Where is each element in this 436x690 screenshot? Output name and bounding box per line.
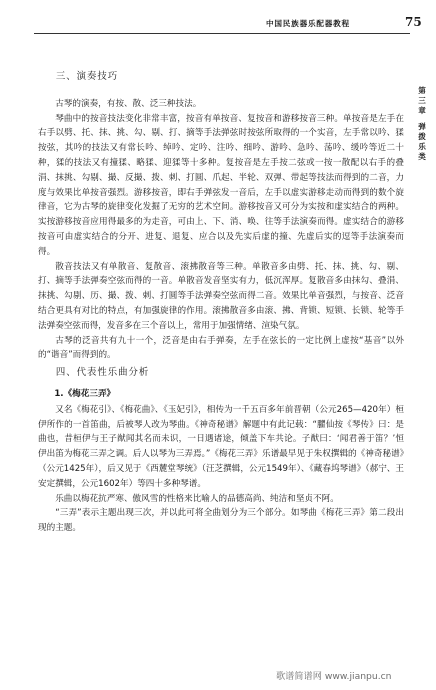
book-title: 中国民族器乐配器教程 xyxy=(266,19,350,28)
body-paragraph: 琴曲中的按音技法变化非常丰富，按音有单按音、复按音和游移按音三种。单按音是左手在右手以劈、托、抹、挑、勾、剔、打、摘等手法弹弦时按弦所取得的一个实音，左手常以吟、猱按弦，其吟的技法又有常长吟、绰吟、定吟、注吟、细吟、游吟、急吟、荡吟、缓吟等近二十种，猱的技法又有撞猱、略猱、迎猱等十多种。复按音是左手按二弦或一按一散配以右手的叠涓、抹挑、勾剔、撮、反撮、拨、刺、打圆、爪起、半轮、双弹、带起等技法而得到的二音，力度与效果比单按音强烈。游移按音，即右手弹弦发一音后，左手以虚实游移走动而得到的数个旋律音，它为古琴的旋律变化发掘了无穷的艺术空间。游移按音又可分为实按和虚实结合的两种。实按游移按音应用得最多的为走音，可由上、下、消、唤、往等手法演奏而得。虚实结合的游移按音可由虚实结合的分开、进复、退复、应合以及先实后虚的撞、先虚后实的逗等手法演奏而得。 xyxy=(38,113,404,257)
side-tab-char: 章 xyxy=(418,106,426,115)
side-tab-char: 第 xyxy=(418,86,426,95)
section-heading: 四、代表性乐曲分析 xyxy=(55,367,150,379)
side-tab-char: 类 xyxy=(418,152,426,161)
body-paragraph: 散音技法又有单散音、复散音、滚拂散音等三种。单散音多由劈、托、抹、挑、勾、剔、打、摘等手法弹奏空弦而得的一音。单散音发音坚实有力，低沉浑厚。复散音多由抹勾、叠涓、抹挑、勾剔、历、撮、拨、剌、打圆等手法弹奏空弦而得二音。效果比单音强烈，与按音、泛音结合更具有对比的特点，有加强旋律的作用。滚拂散音多由滚、拂、背锁、短锁、长锁、轮等手法弹奏空弦而得，发音多在三个音以上，常用于加强情绪、渲染气氛。 xyxy=(38,261,404,331)
body-paragraph: 古琴的演奏，有按、散、泛三种技法。 xyxy=(55,98,202,109)
page-body xyxy=(38,70,404,536)
chapter-side-tab xyxy=(414,86,430,162)
body-paragraph: 乐曲以梅花抗严寒、傲风雪的性格来比喻人的品德高尚、纯洁和坚贞不阿。 xyxy=(55,493,339,504)
site-watermark: 歌谱简谱网 www.jianpu.cn xyxy=(276,671,392,682)
piece-title: 1.《梅花三弄》 xyxy=(54,388,116,399)
body-paragraph: 又名《梅花引》、《梅花曲》、《玉妃引》，相传为一千五百多年前晋朝（公元265—420年）桓伊所作的一首笛曲，后被琴人改为琴曲。《神奇秘谱》解题中有此记载：“臞仙按《琴传》曰：是曲也，昔桓伊与王子猷闻其名而未识，一日遇诸途，倾盖下车共论。子猷曰：‘闻君善于笛？’恒伊出笛为梅花三弄之调。后人以琴为三弄焉。”《梅花三弄》乐谱最早见于朱权撰辑的《神奇秘谱》（公元1425年），后又见于《西麓堂琴统》（汪芝撰辑，公元1549年）、《藏春坞琴谱》（郝宁、王安定撰辑，公元1602年）等四十多种琴谱。 xyxy=(38,404,404,489)
side-tab-char: 三 xyxy=(418,96,426,105)
page-number: 75 xyxy=(405,15,422,29)
header-rule xyxy=(34,33,410,34)
body-paragraph: “三弄”表示主题出现三次，并以此可将全曲划分为三个部分。如琴曲《梅花三弄》第二段出现的主题。 xyxy=(38,508,404,534)
side-tab-char: 乐 xyxy=(418,142,426,151)
body-paragraph: 古琴的泛音共有九十一个，泛音是由右手弹奏，左手在弦长的一定比例上虚按“基音”以外的“谐音”而得到的。 xyxy=(38,335,404,361)
side-tab-char: 弹 xyxy=(418,122,426,131)
section-heading: 三、演奏技巧 xyxy=(55,71,119,82)
side-tab-char: 拨 xyxy=(418,132,426,141)
